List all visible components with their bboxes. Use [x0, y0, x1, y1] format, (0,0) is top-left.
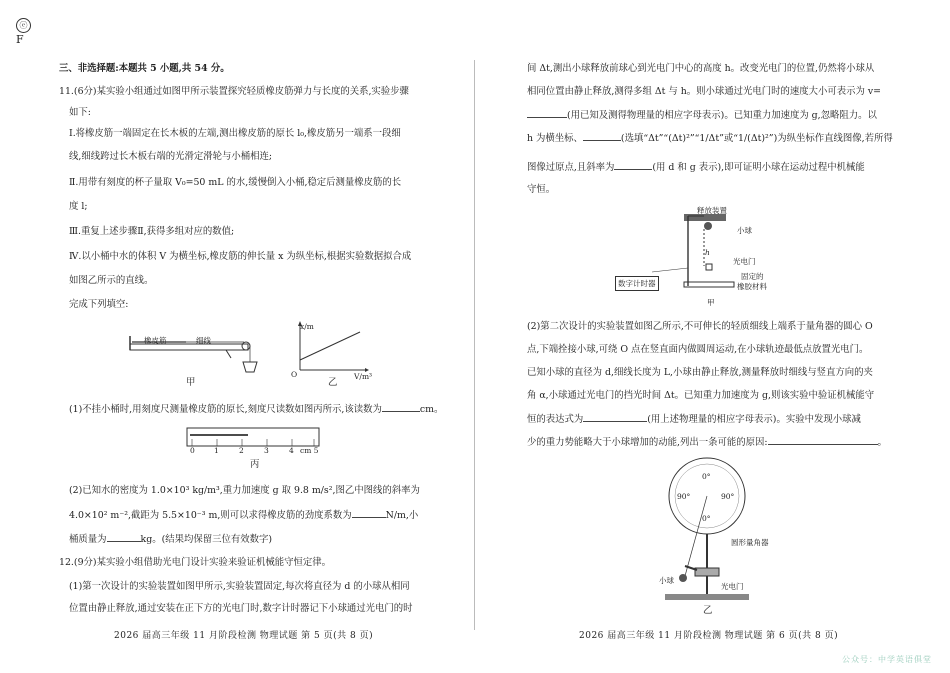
q11-p1-text: (1)不挂小桶时,用刻度尺测量橡皮筋的原长,刻度尺读数如图丙所示,该读数为	[69, 404, 382, 415]
q11-step2b: 度 l;	[69, 201, 88, 212]
answer-blank-expression[interactable]	[583, 412, 647, 422]
answer-blank-length[interactable]	[382, 402, 420, 412]
r-p2c: 已知小球的直径为 d,细线长度为 L,小球由静止释放,测量释放时细线与竖直方向的夹	[527, 367, 873, 378]
answer-blank-reason[interactable]	[768, 435, 878, 445]
figure-yi-protractor	[655, 454, 785, 604]
ruler-tick-0: 0	[190, 446, 195, 455]
r-line4	[527, 131, 893, 145]
ruler-tick-1: 1	[214, 446, 219, 455]
answer-blank-slope[interactable]	[614, 160, 652, 170]
q11-fill-prompt: 完成下列填空:	[69, 299, 129, 310]
answer-blank-velocity[interactable]	[527, 108, 567, 118]
r-p2d: 角 α,小球通过光电门的挡光时间 Δt。已知重力加速度为 g,则该实验中验证机械能守	[527, 390, 875, 401]
fig1-label: 甲	[707, 298, 715, 307]
r-line2: 相同位置由静止释放,测得多组 Δt 与 h。则小球通过光电门时的速度大小可表示为 v=	[527, 86, 882, 97]
q11-p2b	[69, 508, 418, 522]
q11-p2b-text: 4.0×10² m⁻²,截距为 5.5×10⁻³ m,则可以求得橡皮筋的劲度系数为	[69, 510, 352, 521]
fig2-right90: 90°	[721, 492, 735, 501]
watermark: 公众号：中学英语俱堂	[842, 655, 932, 664]
fig2-ball: 小球	[659, 576, 674, 585]
yi-axis-x: x/m	[300, 322, 314, 331]
fig2-zero-bottom: 0°	[702, 514, 711, 523]
fig1-ball: 小球	[737, 226, 752, 235]
q11-p2a: (2)已知水的密度为 1.0×10³ kg/m³,重力加速度 g 取 9.8 m/s²,图乙中图线的斜率为	[69, 485, 420, 496]
q12-p1b: 位置由静止释放,通过安装在正下方的光电门时,数字计时器记下小球通过光电门的时	[69, 603, 413, 614]
r-p2e	[527, 412, 861, 426]
left-footer: 2026 届高三年级 11 月阶段检测 物理试题 第 5 页(共 8 页)	[114, 631, 374, 641]
r-line6: 守恒。	[527, 184, 556, 195]
q11-p2c-unit: kg。(结果均保留三位有效数字)	[140, 534, 273, 545]
q12-intro: 12.(9分)某实验小组借助光电门设计实验来验证机械能守恒定律。	[59, 557, 331, 568]
r-p2e-text2: (用上述物理量的相应字母表示)。实验中发现小球减	[647, 414, 861, 425]
ruler-tick-3: 3	[264, 446, 269, 455]
fig1-release: 释放装置	[697, 206, 727, 215]
r-p2b: 点,下端拴接小球,可绕 O 点在竖直面内做圆周运动,在小球轨迹最低点放置光电门。	[527, 344, 869, 355]
r-line4-a: h 为横坐标、	[527, 133, 583, 144]
q11-p2c-text: 桶质量为	[69, 534, 107, 545]
r-p2f-text: 少的重力势能略大于小球增加的动能,列出一条可能的原因:	[527, 437, 768, 448]
q11-p1	[69, 402, 443, 416]
ruler-tick-5: cm 5	[300, 446, 319, 455]
logo-mark: ⓔ	[16, 18, 31, 33]
r-p2f-end: 。	[877, 437, 887, 448]
section-heading: 三、非选择题:本题共 5 小题,共 54 分。	[59, 63, 230, 74]
r-line1: 间 Δt,测出小球释放前球心到光电门中心的高度 h。改变光电门的位置,仍然将小球从	[527, 63, 875, 74]
yi-axis-v: V/m³	[354, 372, 373, 381]
q11-p2c	[69, 532, 272, 546]
fig2-protractor: 圆形量角器	[731, 538, 769, 547]
q11-step2a: Ⅱ.用带有刻度的杯子量取 V₀=50 mL 的水,缓慢倒入小桶,稳定后测量橡皮筋的长	[69, 177, 402, 188]
q11-intro: 11.(6分)某实验小组通过如图甲所示装置探究轻质橡皮筋弹力与长度的关系,实验步骤	[59, 86, 409, 97]
r-line5-b: (用 d 和 g 表示),即可证明小球在运动过程中机械能	[652, 162, 865, 173]
exam-logo: ⓔF	[16, 18, 38, 34]
r-line5	[527, 160, 865, 174]
r-line5-a: 图像过原点,且斜率为	[527, 162, 615, 173]
fig2-label: 乙	[703, 605, 713, 616]
fig2-zero-top: 0°	[702, 472, 711, 481]
fig1-timer: 数字计时器	[615, 276, 659, 291]
band-label: 橡皮筋	[144, 336, 167, 345]
r-p2a: (2)第二次设计的实验装置如图乙所示,不可伸长的轻质细线上端系于量角器的圆心 O	[527, 321, 873, 332]
string-label: 细线	[196, 336, 211, 345]
r-line3	[527, 108, 877, 122]
fig2-gate: 光电门	[721, 582, 744, 591]
right-page	[475, 0, 950, 673]
q11-step1b: 线,细线跨过长木板右端的光滑定滑轮与小桶相连;	[69, 151, 273, 162]
figure-jia-label: 甲	[186, 377, 196, 388]
q11-step4b: 如图乙所示的直线。	[69, 275, 154, 286]
answer-blank-stiffness[interactable]	[352, 508, 386, 518]
right-footer: 2026 届高三年级 11 月阶段检测 物理试题 第 6 页(共 8 页)	[579, 631, 839, 641]
yi-origin: O	[291, 370, 298, 379]
answer-blank-ordinate[interactable]	[583, 131, 621, 141]
q11-step4a: Ⅳ.以小桶中水的体积 V 为横坐标,橡皮筋的伸长量 x 为纵坐标,根据实验数据拟合成	[69, 251, 412, 262]
q11-step1a: Ⅰ.将橡皮筋一端固定在长木板的左端,测出橡皮筋的原长 l₀,橡皮筋另一端系一段细	[69, 128, 401, 139]
answer-blank-mass[interactable]	[107, 532, 141, 542]
q11-p2b-unit: N/m,小	[385, 510, 419, 521]
q12-p1a: (1)第一次设计的实验装置如图甲所示,实验装置固定,每次将直径为 d 的小球从相同	[69, 581, 410, 592]
r-line3-text: (用已知及测得物理量的相应字母表示)。已知重力加速度为 g,忽略阻力。以	[567, 110, 877, 121]
r-line4-b: (选填“Δt”“(Δt)²”“1/Δt”或“1/(Δt)²”)为纵坐标作直线图像,若所得	[620, 133, 893, 144]
fig1-h: h	[705, 248, 710, 257]
ruler-tick-4: 4	[289, 446, 294, 455]
q11-step3: Ⅲ.重复上述步骤Ⅱ,获得多组对应的数值;	[69, 226, 235, 237]
fig1-rubber: 橡胶材料	[737, 282, 767, 291]
figure-yi-label: 乙	[328, 377, 338, 388]
figure-bing-label: 丙	[250, 459, 260, 470]
r-p2f	[527, 435, 887, 449]
ruler-tick-2: 2	[239, 446, 244, 455]
fig2-left90: 90°	[677, 492, 691, 501]
r-p2e-text: 恒的表达式为	[527, 414, 584, 425]
q11-p1-unit: cm。	[419, 404, 444, 415]
q11-intro-2: 如下:	[69, 107, 91, 118]
fig1-gate: 光电门	[733, 257, 756, 266]
fig1-fixed: 固定的	[741, 272, 764, 281]
